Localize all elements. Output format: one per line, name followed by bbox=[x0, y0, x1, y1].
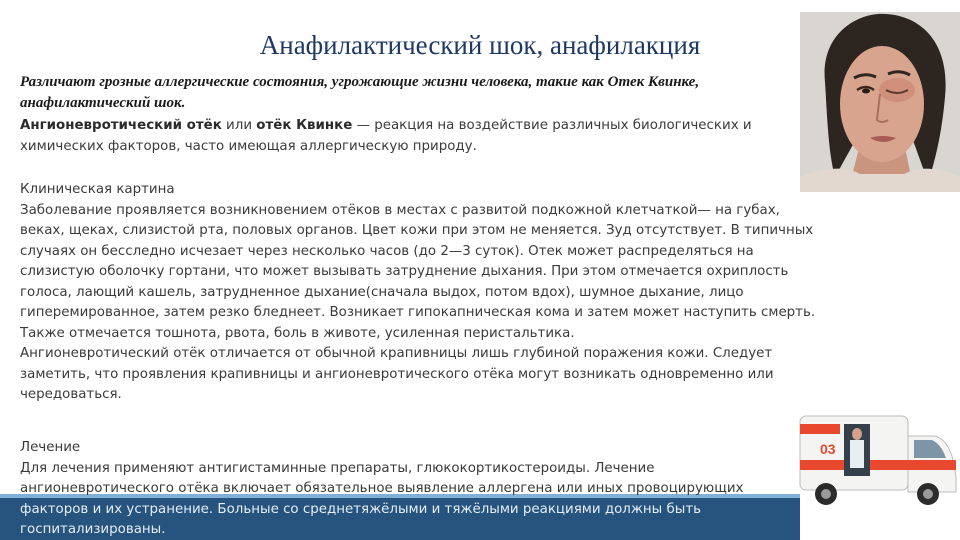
clinical-line: заметить, что проявления крапивницы и ангионевротического отёка могут возникать одновременно или bbox=[20, 366, 774, 382]
clinical-line: Заболевание проявляется возникновением отёков в местах с развитой подкожной клетчаткой— на губах, bbox=[20, 202, 780, 218]
treatment-section bbox=[20, 438, 800, 540]
definition-term: отёк Квинке bbox=[256, 118, 353, 133]
clinical-section bbox=[20, 180, 870, 406]
slide-title: Анафилактический шок, анафилакция bbox=[259, 30, 701, 60]
treatment-line: госпитализированы. bbox=[20, 522, 166, 537]
clinical-line: слизистую оболочку гортани, что может вызывать затруднение дыхания. При этом отмечается охриплость bbox=[20, 264, 789, 279]
clinical-line: веках, щеках, слизистой рта, половых органов. Цвет кожи при этом не меняется. Зуд отсутствует. В типичных bbox=[20, 223, 814, 238]
treatment-line: ангионевротического отёка включает обязательное выявление аллергена или иных провоцирующих bbox=[20, 481, 744, 496]
clinical-line: Также отмечается тошнота, рвота, боль в животе, усиленная перистальтика. bbox=[20, 325, 575, 341]
treatment-line: факторов и их устранение. Больные со среднетяжёлыми и тяжёлыми реакциями должны быть bbox=[20, 501, 702, 517]
treatment-heading: Лечение bbox=[20, 440, 81, 455]
clinical-heading: Клиническая картина bbox=[20, 182, 175, 197]
ambulance-number: 03 bbox=[820, 441, 836, 457]
clinical-line: голоса, лающий кашель, затрудненное дыхание(сначала выдох, потом вдох), шумное дыхание, лицо bbox=[20, 284, 744, 300]
intro-text bbox=[20, 72, 810, 114]
definition-or: или bbox=[221, 118, 257, 133]
clinical-line: гиперемированное, затем резко бледнеет. Возникает гипокапническая кома и затем может наступить смерть. bbox=[20, 305, 816, 320]
clinical-line: чередоваться. bbox=[20, 387, 122, 402]
intro-line: Различают грозные аллергические состояния, угрожающие жизни человека, такие как Отек Квинке, bbox=[20, 74, 700, 90]
definition-line-1 bbox=[20, 116, 800, 137]
treatment-line: Для лечения применяют антигистаминные препараты, глюкокортикостероиды. Лечение bbox=[20, 460, 655, 476]
definition-text bbox=[20, 116, 800, 157]
definition-term: Ангионевротический отёк bbox=[20, 118, 222, 133]
patient-photo bbox=[800, 12, 960, 192]
definition-line-2: химических факторов, часто имеющая аллергическую природу. bbox=[20, 138, 477, 154]
clinical-line: Ангионевротический отёк отличается от обычной крапивницы лишь глубиной поражения кожи. Следует bbox=[20, 346, 773, 361]
intro-line: анафилактический шок. bbox=[20, 95, 186, 111]
clinical-line: случаях он бесследно исчезает через несколько часов (до 2—3 суток). Отек может распределяться на bbox=[20, 243, 754, 259]
ambulance-image bbox=[796, 402, 960, 512]
definition-rest: — реакция на воздействие различных биологических и bbox=[352, 118, 752, 133]
